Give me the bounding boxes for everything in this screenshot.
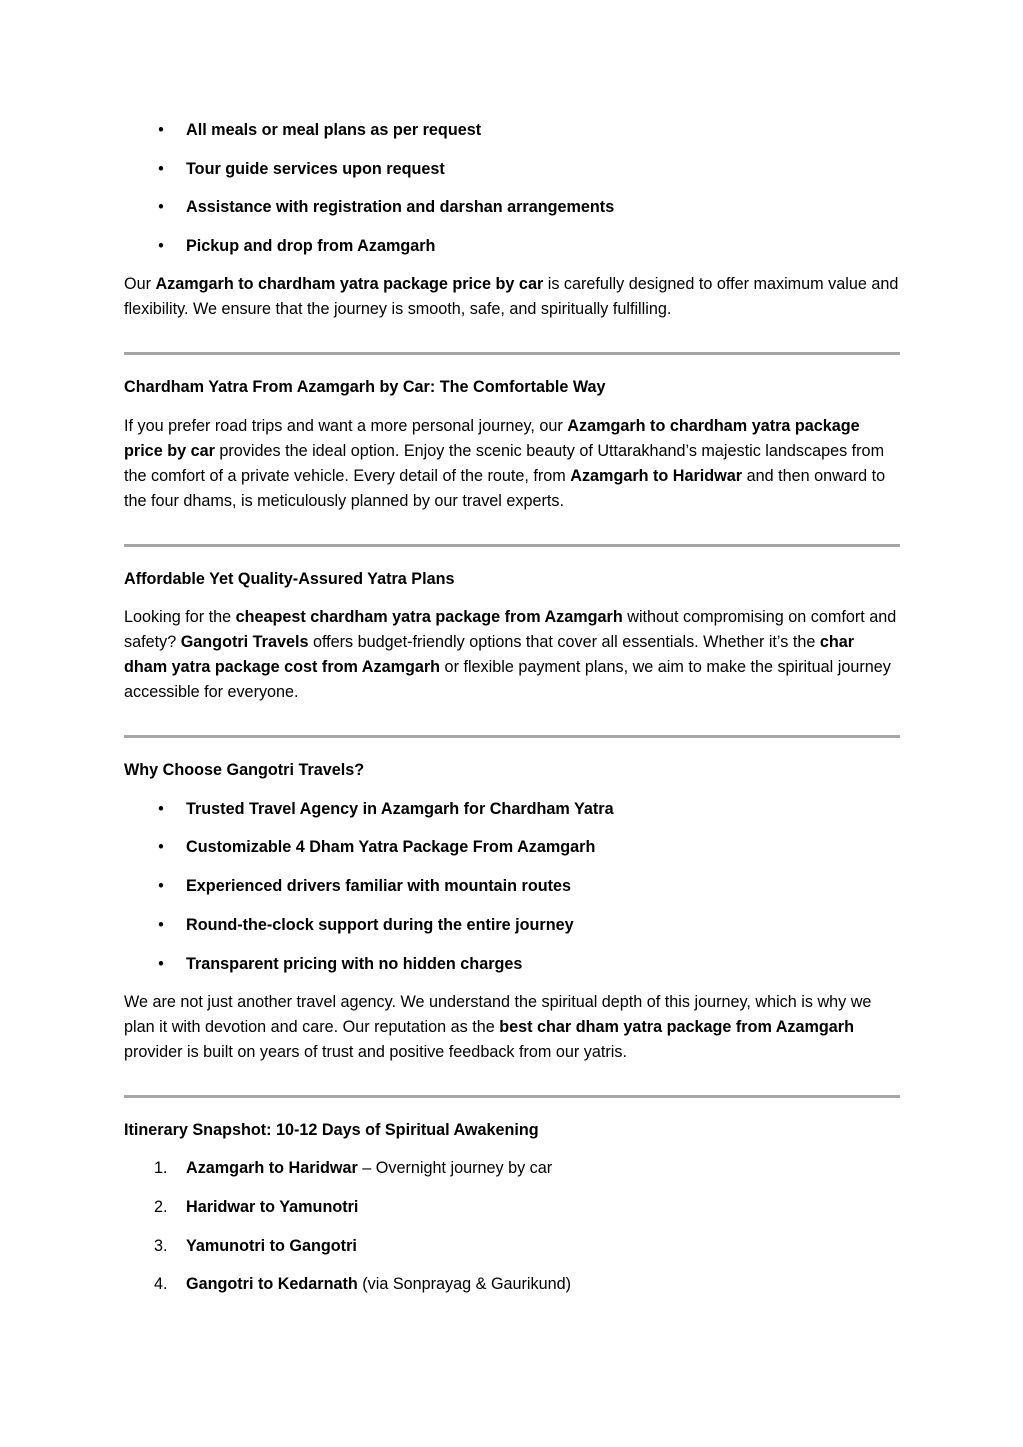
bullet-icon: • (158, 838, 164, 857)
section-paragraph: If you prefer road trips and want a more personal journey, our Azamgarh to chardham yatra package price by car provides the ideal option. Enjoy the scenic beauty of Uttarakhand’s majestic landscapes from the comfort of a private vehicle. Every detail of the route, from Azamgarh to Haridwar and then onward to the four dhams, is meticulously planned by our travel experts. (124, 416, 886, 510)
why-choose-list (124, 797, 900, 977)
section-divider (124, 1095, 900, 1098)
bullet-icon: • (158, 915, 164, 934)
bullet-icon: • (158, 159, 164, 178)
inclusions-list (124, 118, 900, 259)
bullet-icon: • (158, 198, 164, 217)
intro-paragraph: Our Azamgarh to chardham yatra package price by car is carefully designed to offer maximum value and flexibility. We ensure that the journey is smooth, safe, and spiritually fulfilling. (124, 275, 899, 319)
section-paragraph: Looking for the cheapest chardham yatra package from Azamgarh without compromising on comfort and safety? Gangotri Travels offers budget-friendly options that cover all essentials. Whether it’s the char dham yatra package cost from Azamgarh or flexible payment plans, we aim to make the spiritual journey accessible for everyone. (124, 608, 897, 702)
section-heading: Why Choose Gangotri Travels? (124, 761, 365, 780)
itinerary-item: 2. Haridwar to Yamunotri (154, 1197, 359, 1216)
bullet-icon: • (158, 877, 164, 896)
bullet-icon: • (158, 799, 164, 818)
list-item: • Pickup and drop from Azamgarh (124, 234, 900, 259)
list-item: • Transparent pricing with no hidden charges (124, 952, 900, 977)
section-paragraph: We are not just another travel agency. We understand the spiritual depth of this journey, which is why we plan it with devotion and care. Our reputation as the best char dham yatra package from Azamgarh provider is built on years of trust and positive feedback from our yatris. (124, 992, 872, 1061)
itinerary-list (124, 1156, 900, 1297)
bullet-icon: • (158, 237, 164, 256)
section-heading: Itinerary Snapshot: 10-12 Days of Spiritual Awakening (124, 1120, 539, 1139)
list-item: • Round-the-clock support during the entire journey (124, 913, 900, 938)
section-divider (124, 544, 900, 547)
list-item: • All meals or meal plans as per request (124, 118, 900, 143)
section-divider (124, 352, 900, 355)
itinerary-item: 1. Azamgarh to Haridwar – Overnight journey by car (154, 1159, 553, 1178)
section-heading: Affordable Yet Quality-Assured Yatra Plans (124, 569, 455, 588)
list-item: • Experienced drivers familiar with mountain routes (124, 874, 900, 899)
list-item: • Trusted Travel Agency in Azamgarh for Chardham Yatra (124, 797, 900, 822)
itinerary-item: 3. Yamunotri to Gangotri (154, 1236, 357, 1255)
list-item: • Tour guide services upon request (124, 157, 900, 182)
section-heading: Chardham Yatra From Azamgarh by Car: The Comfortable Way (124, 378, 606, 397)
bullet-icon: • (158, 121, 164, 139)
list-item: • Assistance with registration and darshan arrangements (124, 195, 900, 220)
list-item: • Customizable 4 Dham Yatra Package From Azamgarh (124, 835, 900, 860)
document-page (124, 118, 900, 1311)
bullet-icon: • (158, 954, 164, 973)
itinerary-item: 4. Gangotri to Kedarnath (via Sonprayag & Gaurikund) (154, 1275, 572, 1294)
section-divider (124, 735, 900, 738)
